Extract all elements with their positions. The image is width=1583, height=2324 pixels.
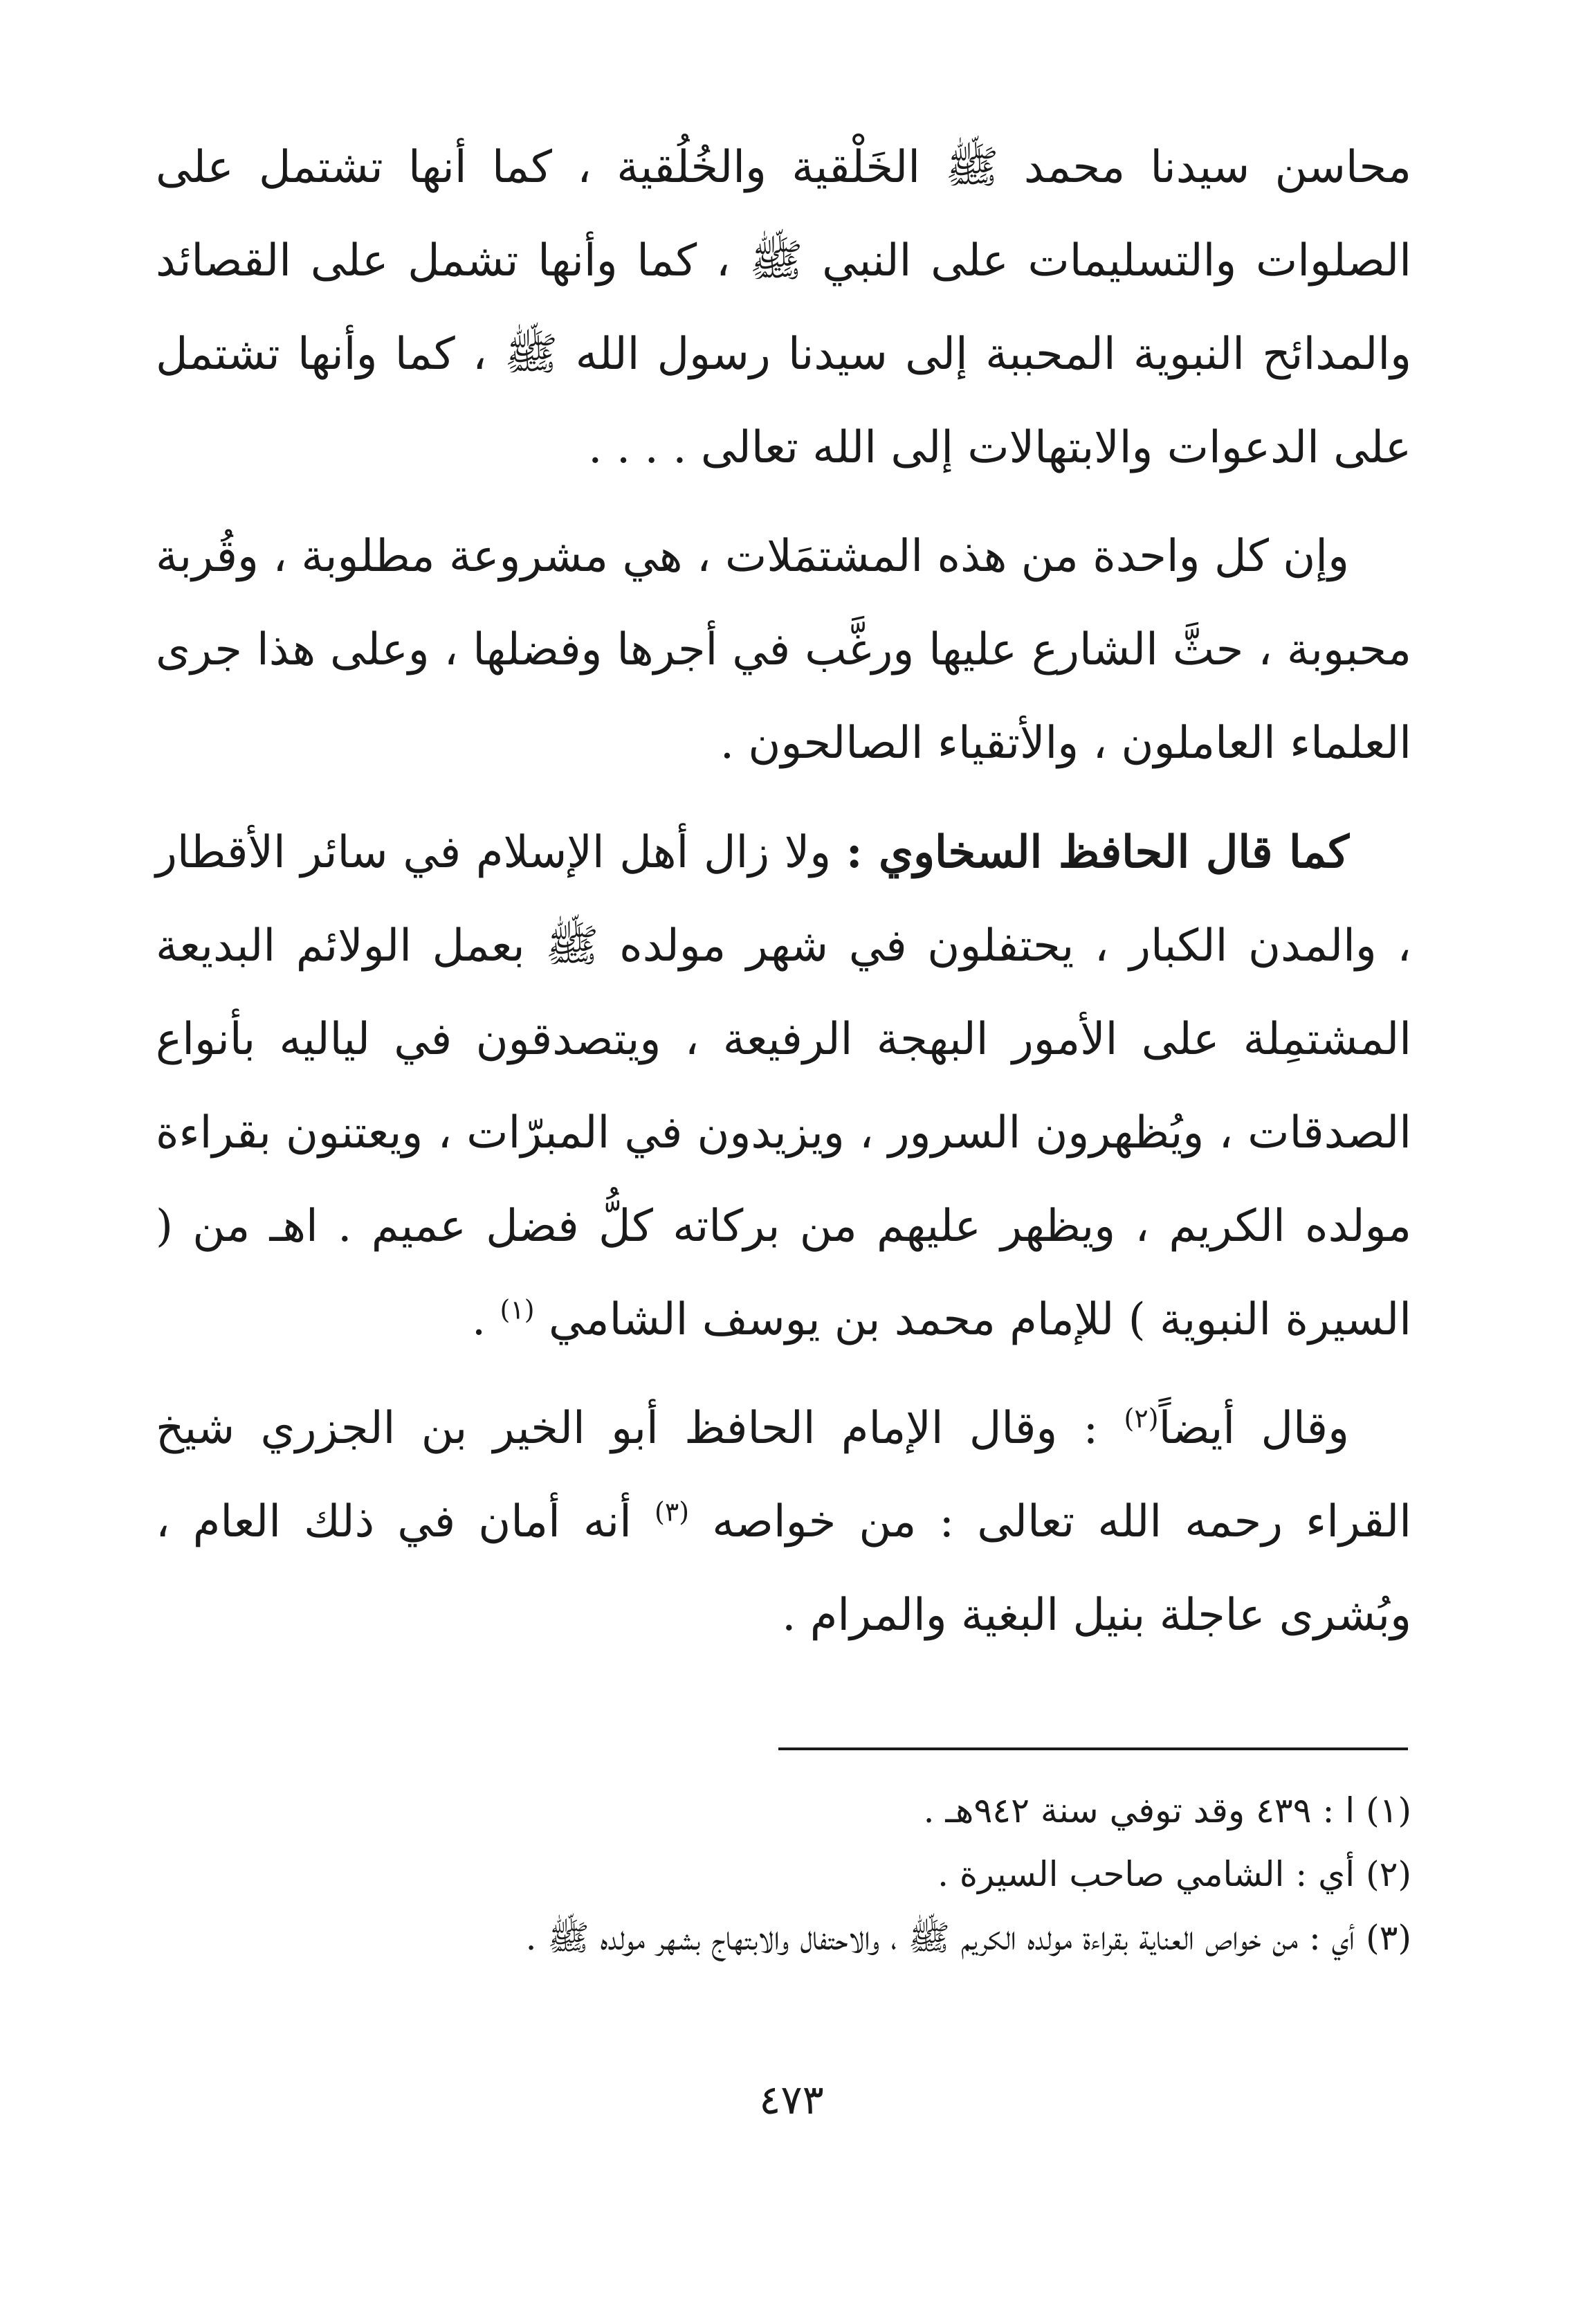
- paragraph-4-start: وقال أيضاً: [1158, 1403, 1350, 1454]
- footnotes: [156, 1779, 1411, 1970]
- footnote-text: أي : الشامي صاحب السيرة .: [937, 1854, 1355, 1894]
- footnote-1: [156, 1779, 1411, 1842]
- footnote-ref-1: (١): [500, 1294, 535, 1325]
- footnote-text: ا : ٤٣٩ وقد توفي سنة ٩٤٢هـ .: [923, 1790, 1355, 1831]
- paragraph-4-middle: : وقال الإمام الحافظ أبو الخير بن الجزري شيخ القراء رحمه الله تعالى : من خواصه: [156, 1403, 1412, 1547]
- sakhawi-quote-text: ولا زال أهل الإسلام في سائر الأقطار ، والمدن الكبار ، يحتفلون في شهر مولده ﷺ بعمل الولائم البديعة المشتمِلة على الأمور البهجة الرفيعة ، ويتصدقون في لياليه بأنواع الصدقات ، ويُظهرون السرور ، ويزيدون في المبرّات ، ويعتنون بقراءة مولده الكريم ، ويظهر عليهم من بركاته كلُّ فضل عميم . اهـ من ( السيرة النبوية ) للإمام محمد بن يوسف الشامي: [156, 827, 1411, 1345]
- footnote-text: أي : من خواص العناية بقراءة مولده الكريم ﷺ ، والاحتفال والابتهاج بشهر مولده ﷺ .: [525, 1918, 1355, 1958]
- sakhawi-quote-lead: كما قال الحافظ السخاوي :: [845, 826, 1350, 878]
- footnote-3: [156, 1906, 1411, 1970]
- paragraph-2: وإن كل واحدة من هذه المشتمَلات ، هي مشروعة مطلوبة ، وقُربة محبوبة ، حثَّ الشارع عليها ورغَّب في أجرها وفضلها ، وعلى هذا جرى العلماء العاملون ، والأتقياء الصالحون .: [156, 531, 1411, 769]
- footnote-number: (٣): [1366, 1918, 1411, 1958]
- sentence-end: .: [471, 1294, 500, 1345]
- paragraph-3: [156, 806, 1411, 1367]
- footnote-number: (١): [1366, 1790, 1411, 1831]
- footnote-ref-3: (٣): [655, 1496, 690, 1527]
- footnote-divider: [778, 1747, 1408, 1750]
- paragraph-gap: [156, 495, 1411, 510]
- page-number: ٤٧٣: [759, 2076, 824, 2123]
- paragraph-gap: [156, 1367, 1411, 1382]
- footnote-2: [156, 1842, 1411, 1906]
- footnote-ref-2: (٢): [1124, 1403, 1159, 1434]
- paragraph-1: محاسن سيدنا محمد ﷺ الخَلْقية والخُلُقية ، كما أنها تشتمل على الصلوات والتسليمات على النبي ﷺ ، كما وأنها تشمل على القصائد والمدائح النبوية المحببة إلى سيدنا رسول الله ﷺ ، كما وأنها تشتمل على الدعوات والابتهالات إلى الله تعالى . . . .: [156, 142, 1412, 473]
- paragraph-4-end: أنه أمان في ذلك العام ، وبُشرى عاجلة بنيل البغية والمرام .: [156, 1496, 1411, 1641]
- main-text: [156, 121, 1411, 1662]
- paragraph-4: [156, 1382, 1411, 1662]
- paragraph-gap: [156, 790, 1411, 806]
- footnote-number: (٢): [1366, 1854, 1411, 1894]
